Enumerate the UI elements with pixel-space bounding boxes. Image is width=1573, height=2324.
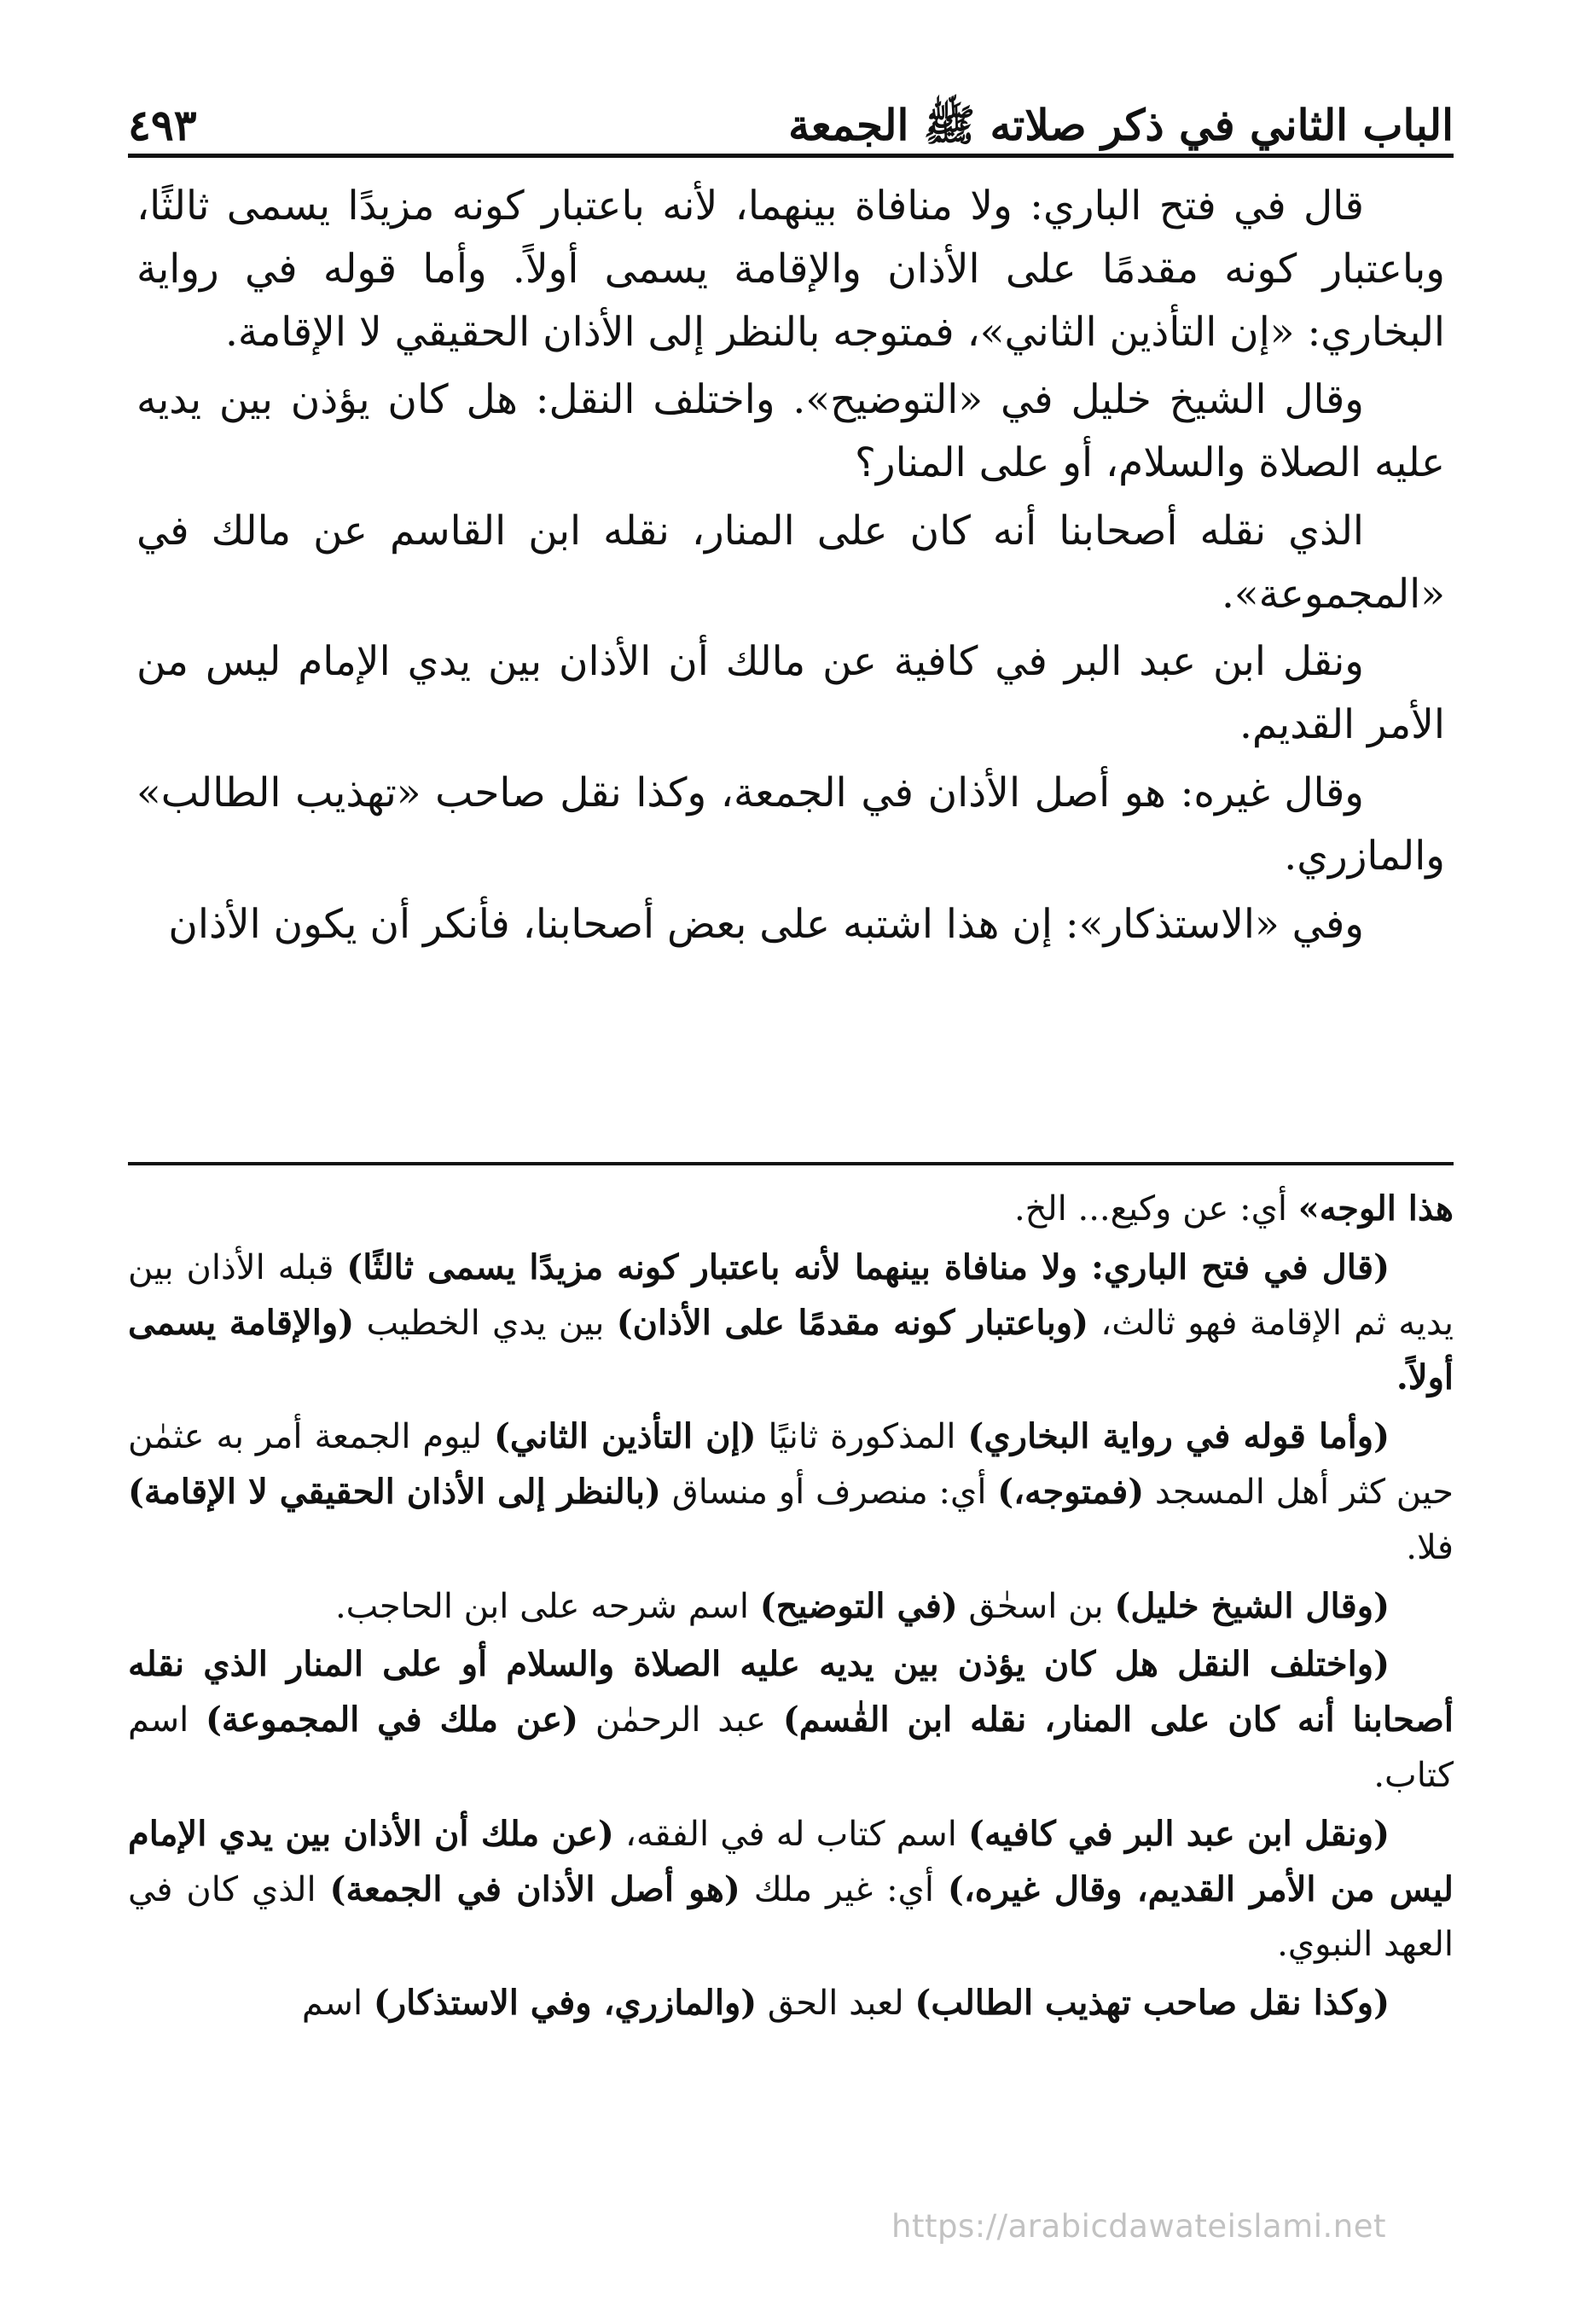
chapter-title: الباب الثاني في ذكر صلاته ﷺ الجمعة	[788, 100, 1454, 150]
watermark-url: https://arabicdawateislami.net	[891, 2208, 1386, 2245]
footnote-text: عبد الرحمٰن	[578, 1700, 783, 1740]
footnote-paragraph	[128, 1240, 1454, 1406]
footnote-text: بين يدي الخطيب	[354, 1303, 617, 1343]
footnote-text: بن اسحٰق	[957, 1586, 1115, 1626]
footnote-text: اسم	[301, 1984, 374, 2024]
footnote-text: المذكورة ثانيًا	[756, 1417, 968, 1457]
footnote-separator	[128, 1162, 1454, 1165]
main-paragraph: وقال غيره: هو أصل الأذان في الجمعة، وكذا نقل صاحب «تهذيب الطالب» والمازري.	[136, 770, 1445, 880]
footnote-text: أي: منصرف أو منساق	[660, 1472, 998, 1512]
main-paragraph: قال في فتح الباري: ولا منافاة بينهما، لأنه باعتبار كونه مزيدًا يسمى ثالثًا، وباعتبار كونه مقدمًا على الأذان والإقامة يسمى أولاً. وأما قوله في رواية البخاري: «إن التأذين الثاني»، فمتوجه بالنظر إلى الأذان الحقيقي لا الإقامة.	[136, 183, 1445, 356]
footnote-bold-text: (هو أصل الأذان في الجمعة)	[329, 1868, 740, 1909]
footnote-bold-text: (ونقل ابن عبد البر في كافيه)	[968, 1813, 1390, 1854]
footnote-paragraph	[128, 1409, 1454, 1575]
footnote-bold-text: (قال في فتح الباري: ولا منافاة بينهما لأنه باعتبار كونه مزيدًا يسمى ثالثًا)	[346, 1246, 1390, 1287]
header-rule	[128, 154, 1454, 158]
main-paragraph: وفي «الاستذكار»: إن هذا اشتبه على بعض أصحابنا، فأنكر أن يكون الأذان	[168, 900, 1364, 948]
footnote-bold-text: (عن ملك أن الأذان بين يدي الإمام ليس من الأمر القديم، وقال غيره،)	[128, 1813, 1454, 1909]
footnote-text: أي: غير ملك	[740, 1869, 948, 1909]
footnote-text: ليوم الجمعة أمر به عثمٰن حين كثر أهل المسجد	[128, 1417, 1454, 1512]
footnote-paragraph	[128, 1637, 1454, 1803]
footnote-bold-text: (وكذا نقل صاحب تهذيب الطالب)	[914, 1983, 1390, 2024]
main-text	[136, 175, 1445, 961]
footnote-bold-text: (فمتوجه،)	[997, 1471, 1145, 1512]
commentary-footnotes	[128, 1182, 1454, 2035]
main-paragraph: وقال الشيخ خليل في «التوضيح». واختلف النقل: هل كان يؤذن بين يديه عليه الصلاة والسلام، أو على المنار؟	[136, 376, 1445, 487]
footnote-paragraph	[128, 1976, 1454, 2031]
main-paragraph: ونقل ابن عبد البر في كافية عن مالك أن الأذان بين يدي الإمام ليس من الأمر القديم.	[136, 638, 1445, 749]
footnote-paragraph	[128, 1182, 1454, 1237]
footnote-bold-text: (وباعتبار كونه مقدمًا على الأذان)	[616, 1302, 1088, 1343]
page-number: ٤٩٣	[128, 100, 197, 150]
footnote-paragraph	[128, 1579, 1454, 1635]
footnote-text: الذي كان في العهد النبوي.	[128, 1869, 1454, 1965]
footnote-bold-text: (إن التأذين الثاني)	[493, 1416, 757, 1457]
footnote-text: فلا.	[1406, 1527, 1454, 1567]
footnote-text: اسم شرحه على ابن الحاجب.	[334, 1586, 760, 1626]
footnote-bold-text: (بالنظر إلى الأذان الحقيقي لا الإقامة)	[128, 1471, 661, 1512]
footnote-text: قبله الأذان بين يديه ثم الإقامة فهو ثالث،	[128, 1247, 1454, 1343]
footnote-bold-text: (عن ملك في المجموعة)	[205, 1699, 579, 1740]
main-paragraph: الذي نقله أصحابنا أنه كان على المنار، نقله ابن القاسم عن مالك في «المجموعة».	[136, 507, 1445, 618]
footnote-text: لعبد الحق	[757, 1984, 915, 2024]
footnote-bold-text: هذا الوجه»	[1297, 1188, 1454, 1229]
footnote-bold-text: (والإقامة يسمى أولاً.	[128, 1302, 1454, 1398]
footnote-bold-text: (وأما قوله في رواية البخاري)	[967, 1416, 1390, 1457]
footnote-bold-text: (واختلف النقل هل كان يؤذن بين يديه عليه الصلاة والسلام أو على المنار الذي نقله أصحابنا أنه كان على المنار، نقله ابن القٰسم)	[128, 1644, 1454, 1740]
footnote-bold-text: (والمازري، وفي الاستذكار)	[373, 1983, 757, 2024]
footnote-text: اسم كتاب له في الفقه،	[613, 1814, 969, 1854]
footnote-bold-text: (وقال الشيخ خليل)	[1114, 1585, 1390, 1626]
footnote-text: أي: عن وكيع... الخ.	[1013, 1189, 1298, 1229]
page-header	[128, 70, 1454, 151]
footnote-bold-text: (في التوضيح)	[759, 1585, 958, 1626]
footnote-text: اسم كتاب.	[128, 1700, 1454, 1795]
footnote-paragraph	[128, 1807, 1454, 1972]
